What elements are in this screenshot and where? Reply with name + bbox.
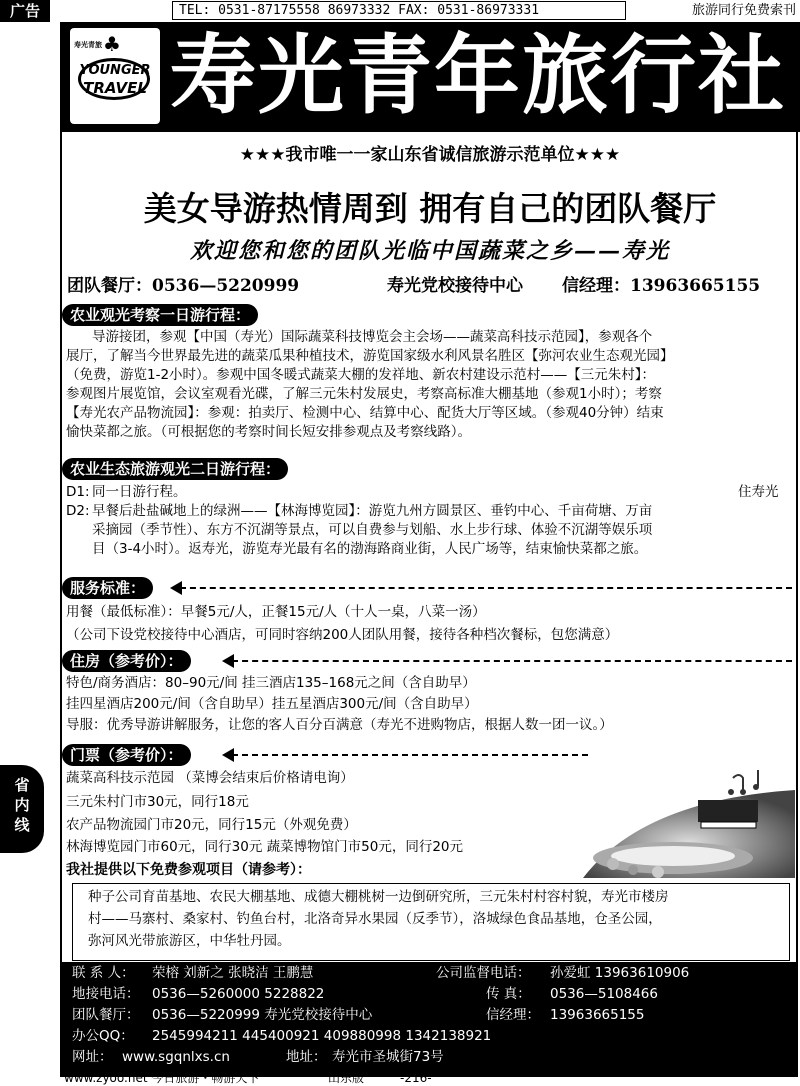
logo-en1: YOUNGER bbox=[79, 63, 151, 78]
address: 寿光市圣城街73号 bbox=[332, 1049, 444, 1065]
ticket-line: 三元朱村门市30元，同行18元 bbox=[66, 794, 249, 810]
logo-cn: 寿光青旅 bbox=[74, 41, 102, 49]
free-item-line: 弥河风光带旅游区，中华牡丹园。 bbox=[88, 933, 291, 949]
d2-label: D2: bbox=[66, 503, 90, 519]
day1-title: 农业观光考察一日游行程： bbox=[62, 304, 258, 326]
free-items-title: 我社提供以下免费参观项目（请参考）： bbox=[66, 862, 311, 878]
supervise-phone: 孙爱虹 13963610906 bbox=[550, 965, 690, 981]
ticket-line: 林海博览园门市60元，同行30元 蔬菜博物馆门市50元，同行20元 bbox=[66, 839, 464, 855]
side-tab-province-route bbox=[0, 765, 44, 853]
restaurant-phone-footer: 0536—5220999 寿光党校接待中心 bbox=[152, 1007, 373, 1023]
day1-line: 愉快菜都之旅。（可根据您的考察时间长短安排参观点及考察线路）。 bbox=[66, 424, 471, 440]
lodging-line: 导服：优秀导游讲解服务，让您的客人百分百满意（寿光不进购物店，根据人数一团一议。） bbox=[66, 717, 613, 733]
dashed-divider bbox=[232, 660, 792, 662]
fax-number: 0536—5108466 bbox=[550, 986, 658, 1002]
service-title: 服务标准： bbox=[62, 577, 153, 599]
page-number: -216- bbox=[400, 1071, 432, 1085]
local-label: 地接电话： bbox=[72, 986, 140, 1002]
manager-phone-footer: 13963665155 bbox=[550, 1007, 645, 1023]
logo-en2: TRAVEL bbox=[83, 79, 147, 97]
dashed-divider bbox=[180, 587, 792, 589]
side-tab-char: 省 bbox=[14, 776, 30, 794]
lodging-line: 特色/商务酒店：80–90元/间 挂三酒店135–168元之间（含自助早） bbox=[66, 675, 476, 691]
footer-contacts bbox=[62, 962, 798, 1075]
tree-icon: ♣ bbox=[103, 32, 121, 56]
restaurant-label: 团队餐厅： bbox=[72, 1007, 140, 1023]
day1-line: 【寿光农产品物流园】：参观：拍卖厅、检测中心、结算中心、配货大厅等区域。（参观40分钟）结束 bbox=[66, 405, 664, 421]
dashed-divider bbox=[232, 754, 588, 756]
welcome-line: 欢迎您和您的团队光临中国蔬菜之乡——寿光 bbox=[189, 238, 670, 264]
service-line: 用餐（最低标准）：早餐5元/人，正餐15元/人（十人一桌，八菜一汤） bbox=[66, 604, 486, 620]
d2-line: 早餐后赴盐碱地上的绿洲——【林海博览园】：游览九州方圆景区、垂钓中心、千亩荷塘、万亩 bbox=[92, 503, 653, 519]
ticket-line: 农产品物流园门市20元，同行15元（外观免费） bbox=[66, 817, 357, 833]
free-item-line: 村——马寨村、桑家村、钓鱼台村，北洛奇异水果园（反季节），洛城绿色食品基地，仓圣公园， bbox=[88, 911, 662, 927]
reception-center: 寿光党校接待中心 bbox=[387, 276, 523, 296]
headline: 美女导游热情周到 拥有自己的团队餐厅 bbox=[143, 189, 717, 228]
service-line: （公司下设党校接待中心酒店，可同时容纳200人团队用餐，接待各种档次餐标，包您满意） bbox=[66, 627, 619, 643]
tickets-title: 门票（参考价）： bbox=[62, 744, 191, 766]
lodging-title: 住房（参考价）： bbox=[62, 650, 191, 672]
d2-line: 采摘园（季节性）、东方不沉湖等景点，可以自费参与划船、水上步行球、体验不沉湖等娱乐项 bbox=[92, 522, 653, 538]
supervise-label: 公司监督电话： bbox=[436, 965, 531, 981]
fax-label: 传 真： bbox=[486, 986, 531, 1002]
day1-line: 展厅，了解当今世界最先进的蔬菜瓜果种植技术，游览国家级水利风景名胜区【弥河农业生态观光园】 bbox=[66, 348, 674, 364]
agency-name: 寿光青年旅行社 bbox=[170, 28, 786, 126]
slogan: ★★★我市唯一一家山东省诚信旅游示范单位★★★ bbox=[239, 145, 621, 165]
side-tab-char: 内 bbox=[14, 796, 30, 814]
qq-label: 办公QQ： bbox=[72, 1028, 134, 1044]
d1-text: 同一日游行程。 bbox=[92, 484, 187, 500]
manager-phone: 信经理：13963665155 bbox=[562, 276, 761, 296]
logo bbox=[70, 28, 160, 124]
index-label: 旅游同行免费索刊 bbox=[691, 3, 796, 18]
day1-line: 导游接团，参观【中国（寿光）国际蔬菜科技博览会主会场——蔬菜高科技示范园】，参观各个 bbox=[92, 329, 653, 345]
d1-label: D1: bbox=[66, 484, 90, 500]
d2-line: 目（3-4小时）。返寿光，游览寿光最有名的渤海路商业街，人民广场等，结束愉快菜都之旅。 bbox=[92, 541, 648, 557]
day1-line: 参观图片展览馆，会议室观看光碟，了解三元朱村发展史，考察高标准大棚基地（参观1小时）；考察 bbox=[66, 386, 662, 402]
d1-stay: 住寿光 bbox=[738, 484, 779, 500]
side-tab-char: 线 bbox=[14, 816, 30, 834]
address-label: 地址： bbox=[286, 1049, 327, 1065]
page-footer bbox=[60, 1070, 800, 1086]
website-link[interactable]: www.sgqnlxs.cn bbox=[122, 1049, 230, 1065]
restaurant-phone: 团队餐厅：0536—5220999 bbox=[67, 276, 300, 296]
footer-edition: 山东版 bbox=[328, 1071, 365, 1085]
ad-tag: 广告 bbox=[0, 0, 50, 22]
free-item-line: 种子公司育苗基地、农民大棚基地、成德大棚桃树一边倒研究所，三元朱村村容村貌，寿光市楼房 bbox=[88, 889, 669, 905]
contact-strip: TEL: 0531-87175558 86973332 FAX: 0531-86973331 bbox=[172, 1, 626, 20]
lodging-line: 挂四星酒店200元/间（含自助早）挂五星酒店300元/间（含自助早） bbox=[66, 696, 478, 712]
web-label: 网址： bbox=[72, 1049, 113, 1065]
manager-label: 信经理： bbox=[486, 1007, 540, 1023]
piano-fountain-photo bbox=[583, 760, 795, 878]
contacts-label: 联 系 人： bbox=[72, 965, 135, 981]
day2-title: 农业生态旅游观光二日游行程： bbox=[62, 458, 288, 480]
local-phone: 0536—5260000 5228822 bbox=[152, 986, 325, 1002]
footer-site: www.zyoo.net 今日旅游・畅游天下 bbox=[64, 1071, 260, 1085]
day1-line: （免费，游览1-2小时）。参观中国冬暖式蔬菜大棚的发祥地、新农村建设示范村——【三元朱村】： bbox=[66, 367, 656, 383]
qq-numbers: 2545994211 445400921 409880998 1342138921 bbox=[152, 1028, 492, 1044]
contacts: 荣榕 刘新之 张晓洁 王鹏慧 bbox=[152, 965, 314, 981]
ticket-line: 蔬菜高科技示范园 （菜博会结束后价格请电询） bbox=[66, 770, 354, 786]
